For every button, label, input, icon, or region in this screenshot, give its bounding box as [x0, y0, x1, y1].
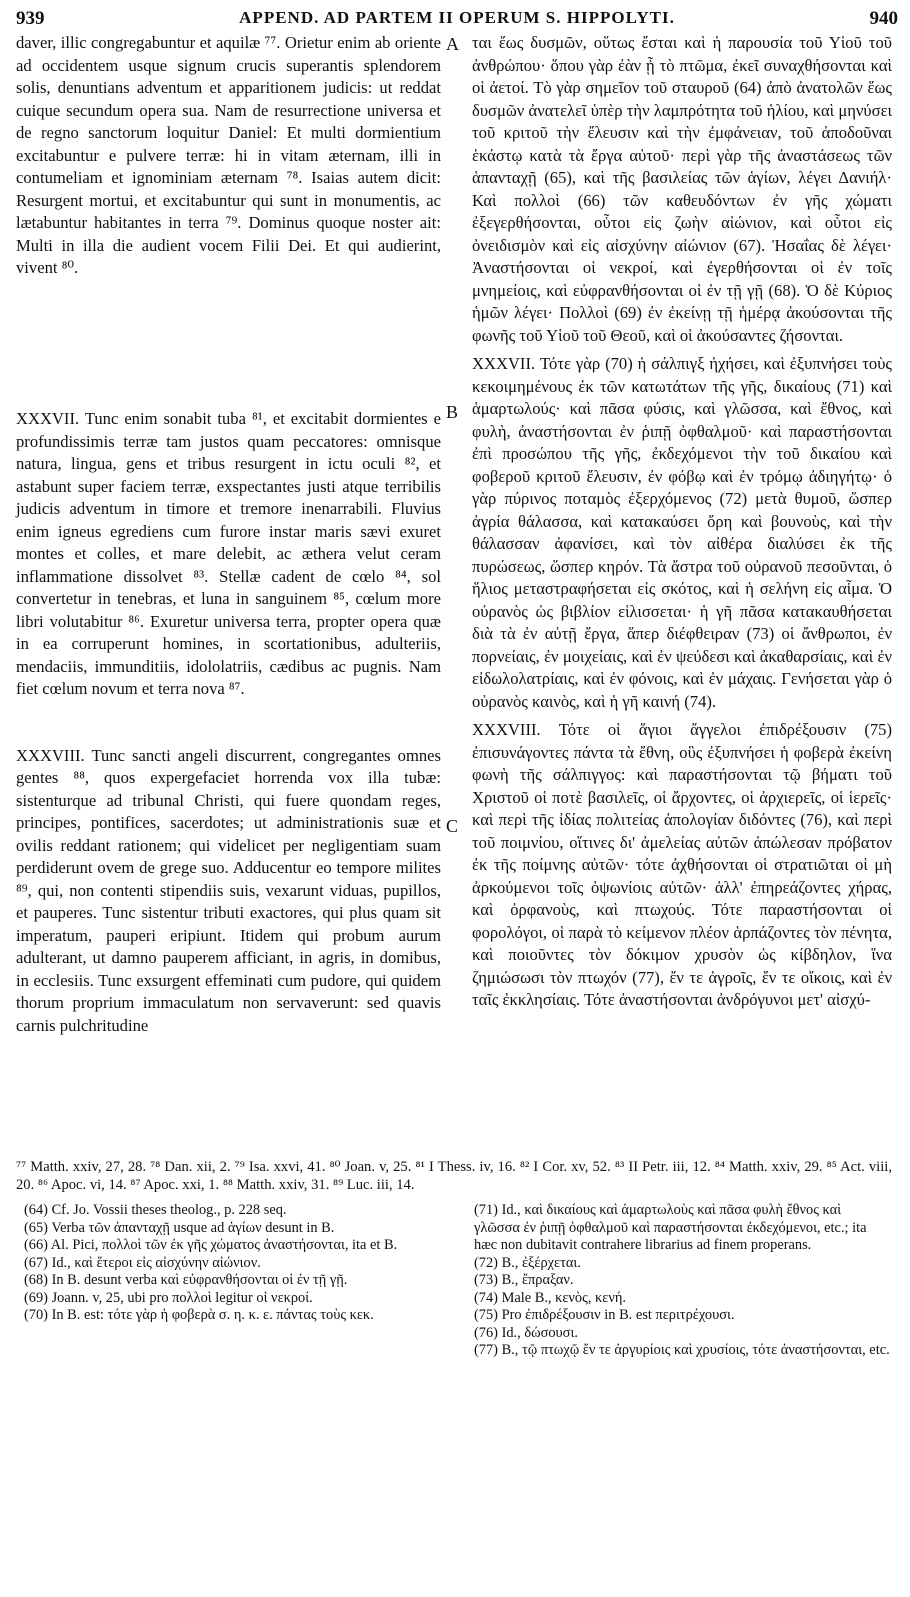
running-title: APPEND. AD PARTEM II OPERUM S. HIPPOLYTI.	[239, 8, 675, 27]
note-item: (72) B., ἐξέρχεται.	[474, 1254, 581, 1271]
greek-column	[472, 32, 892, 1018]
note-item: (67) Id., καὶ ἕτεροι εἰς αἰσχύνην αἰώνιον.	[24, 1254, 261, 1271]
note-item: (65) Verba τῶν ἁπανταχῇ usque ad ἁγίων desunt in B.	[24, 1219, 335, 1236]
greek-paragraph-3: XXXVIII. Τότε οἱ ἅγιοι ἄγγελοι ἐπιδρέξουσιν (75) ἐπισυνάγοντες πάντα τὰ ἔθνη, οὓς ἐξυπνήσει ἡ φοβερὰ ἐκείνη φωνὴ τῆς σάλπιγγος: καὶ παραστήσονται τῷ βήματι τοῦ Χριστοῦ οἱ ποτὲ βασιλεῖς, οἱ ἄρχοντες, οἱ ἀρχιερεῖς, οἱ ἱερεῖς· καὶ περὶ τῆς ἰδίας πολιτείας ἀπολογίαν διδόντες (76), καὶ περὶ τοῦ ποιμνίου, οἵτινες δι' ἀμελείας αὐτῶν ἀπώλεσαν πρόβατον ἐκ τῆς ποίμνης αὐτῶν· τότε ἀχθήσονται οἱ στρατιῶται οἱ μὴ ἀρκούμενοι τοῖς ὀψωνίοις αὐτῶν· ἀλλ' ἐπηρεάζοντες χήρας, καὶ ὀρφανοὺς, καὶ πτωχούς. Τότε παραστήσονται οἱ φορολόγοι, οἱ παρὰ τὸ κείμενον πλέον ἁρπάζοντες τὸν πένητα, καὶ ποιοῦντες τὸν δόκιμον χρυσὸν ὡς κίβδηλον, ἵνα ζημιώσωσι τὸν πτωχόν (77), ἔν τε ἀγροῖς, ἔν τε οἴκοις, καὶ ἐν ταῖς ἐκκλησίαις. Τότε ἀναστήσονται ἀνδρόγυνοι μετ' αἰσχύ-	[472, 720, 892, 1009]
section-marker-a: A	[446, 34, 459, 54]
note-item: (64) Cf. Jo. Vossii theses theolog., p. 228 seq.	[24, 1202, 287, 1218]
note-item: (75) Pro ἐπιδρέξουσιν in B. est περιτρέχουσι.	[474, 1307, 735, 1323]
latin-paragraph-2: XXXVII. Tunc enim sonabit tuba ⁸¹, et excitabit dormientes e profundissimis terræ tam justos quam peccatores: omnisque natura, lingua, gens et tribus resurgent in ictu oculi ⁸², et astabunt super faciem terræ, exspectantes justi atque terribilis judicis adventum in timore et tremore inenarrabili. Fluvius enim igneus egrediens cum furore instar maris sævi exuret montes et colles, et mare delebit, ac æthera velut ceram inflammatione dissolvet ⁸³. Stellæ cadent de cœlo ⁸⁴, sol convertetur in tenebras, et luna in sanguinem ⁸⁵, cœlum more libri volutabitur ⁸⁶. Exuretur universa terra, propter opera quæ in ea corruperunt homines, in scortationibus, adulteriis, mendaciis, immunditiis, idololatriis, cædibus ac pugnis. Nam fiet cœlum novum et terra nova ⁸⁷.	[16, 409, 441, 698]
note-item: (77) B., τῷ πτωχῷ ἔν τε ἀργυρίοις καὶ χρυσίοις, τότε ἀναστήσονται, etc.	[474, 1342, 890, 1358]
note-item: (69) Joann. v, 25, ubi pro πολλοὶ legitur οἱ νεκροί.	[24, 1289, 313, 1306]
section-marker-c: C	[446, 816, 459, 836]
note-item: (66) Al. Pici, πολλοὶ τῶν ἐκ γῆς χώματος ἀναστήσονται, ita et B.	[24, 1237, 398, 1253]
editorial-notes-right	[474, 1202, 890, 1360]
running-header	[14, 4, 900, 30]
document-page	[14, 4, 900, 1592]
note-item: (70) In B. est: τότε γὰρ ἡ φοβερὰ σ. η. κ. ε. πάντας τοὺς κεκ.	[24, 1307, 374, 1323]
latin-paragraph-3: XXXVIII. Tunc sancti angeli discurrent, congregantes omnes gentes ⁸⁸, quos expergefaciet horrenda vox illa tubæ: sistenturque ad tribunal Christi, qui fuere quondam reges, principes, pontifices, sacerdotes; ut administrationis suæ et ovilis reddant rationem; qui videlicet per negligentiam suam perdiderunt ovem de grege suo. Adducentur eo tempore milites ⁸⁹, qui, non contenti stipendiis suis, vexarunt viduas, pupillos, et pauperes. Tunc sistentur tributi exactores, qui plus quam sit imperatum, pauperi eripiunt. Itidem qui probum aurum adulterant, ut damno pauperem afficiant, in agris, in domibus, in ecclesiis. Tunc exsurgent effeminati cum pudore, qui quidem thorum proprium immaculatum non servaverunt: sed quavis carnis pulchritudine	[16, 745, 441, 1035]
greek-paragraph-2: XXXVII. Τότε γὰρ (70) ἡ σάλπιγξ ἠχήσει, καὶ ἐξυπνήσει τοὺς κεκοιμημένους ἐκ τῶν κατωτάτων τῆς γῆς, δικαίους (71) καὶ ἁμαρτωλούς· καὶ πᾶσα φύσις, καὶ γλῶσσα, καὶ ἔθνος, καὶ φυλὴ, ἀναστήσονται ἐν ῥιπῇ ὀφθαλμοῦ· καὶ παραστήσονται ἐπὶ προσώπου τῆς γῆς, ἐκδεχόμενοι τὴν τοῦ δικαίου καὶ φοβεροῦ κριτοῦ ἔλευσιν, ἐν φόβῳ καὶ ἐν τρόμῳ ἀδιηγήτῳ· ὁ γὰρ πύρινος ποταμὸς ἐξερχόμενος (72) μετὰ θυμοῦ, ὥσπερ ἀγρία θάλασσα, καὶ κατακαύσει ὄρη καὶ βουνοὺς, καὶ τὴν θάλασσαν ἀφανίσει, καὶ τὸν αἰθέρα διαλύσει ἐκ τῆς πυρώσεως, ὥσπερ κηρόν. Τὰ ἄστρα τοῦ οὐρανοῦ πεσοῦνται, ὁ ἥλιος μεταστραφήσεται εἰς σκότος, καὶ ἡ σελήνη εἰς αἷμα. Ὁ οὐρανὸς ὡς βιβλίον εἱλισσεται· ἡ γῆ πᾶσα κατακαυθήσεται διὰ τὰ ἐν αὐτῇ ἔργα, ἅπερ διέφθειραν (73) οἱ ἄνθρωποι, ἐν πορνείαις, ἐν μοιχείαις, καὶ ἐν ψεύδεσι καὶ ἀκαθαρσίαις, καὶ ἐν εἰδωλολατρίαις, καὶ ἐν φόνοις, καὶ ἐν μάχαις. Γενήσεται γὰρ ὁ οὐρανὸς καινὸς, καὶ ἡ γῆ καινή (74).	[472, 354, 892, 711]
note-item: (73) B., ἔπραξαν.	[474, 1272, 574, 1288]
greek-paragraph-1: ται ἕως δυσμῶν, οὕτως ἔσται καὶ ἡ παρουσία τοῦ Υἱοῦ τοῦ ἀνθρώπου· ὅπου γὰρ ἐὰν ᾖ τὸ πτῶμα, ἐκεῖ συναχθήσονται καὶ οἱ ἀετοί. Τὸ γὰρ σημεῖον τοῦ σταυροῦ (64) ἀπὸ ἀνατολῶν ἕως δυσμῶν ἀνατελεῖ ὑπὲρ τὴν λαμπρότητα τοῦ ἡλίου, καὶ μηνύσει τοῦ κριτοῦ τὴν ἔλευσιν καὶ τὴν ἐμφάνειαν, τοῦ ἀποδοῦναι ἑκάστῳ κατὰ τὰ ἔργα αὐτοῦ· περὶ γὰρ τῆς ἀναστάσεως τῶν ἁπανταχῇ (65), καὶ τῆς βασιλείας τῶν ἁγίων, λέγει Δανιήλ· Καὶ πολλοὶ (66) τῶν καθευδόντων ἐν γῆς χώματι ἐξεγερθήσονται, οὗτοι εἰς ζωὴν αἰώνιον, καὶ οὗτοι εἰς ὀνειδισμὸν καὶ εἰς αἰσχύνην αἰώνιον (67). Ἡσαΐας δὲ λέγει· Ἀναστήσονται οἱ νεκροί, καὶ ἐγερθήσονται οἱ ἐν τοῖς μνημείοις, καὶ εὐφρανθήσονται οἱ ἐν τῇ γῇ (68). Ὁ δὲ Κύριος ἡμῶν λέγει· Πολλοὶ (69) ἐν ἐκείνῃ τῇ ἡμέρᾳ ἀκούσονται τῆς φωνῆς τοῦ Υἱοῦ τοῦ Θεοῦ, καὶ οἱ ἀκούσαντες ζήσονται.	[472, 33, 892, 345]
page-number-left: 939	[16, 8, 45, 29]
editorial-notes-left	[24, 1202, 444, 1325]
note-item: (74) Male B., κενὸς, κενή.	[474, 1289, 626, 1306]
note-item: (71) Id., καὶ δικαίους καὶ ἁμαρτωλοὺς καὶ πᾶσα φυλὴ ἔθνος καὶ γλῶσσα ἐν ῥιπῇ ὀφθαλμοῦ καὶ παραστήσονται ἐκδεχόμενοι, etc.; ita hæc non dubitavit contrahere librarius ad finem properans.	[474, 1202, 867, 1253]
note-item: (68) In B. desunt verba καὶ εὐφρανθήσονται οἱ ἐν τῇ γῇ.	[24, 1272, 348, 1288]
note-item: (76) Id., δώσουσι.	[474, 1324, 578, 1341]
latin-column	[16, 32, 441, 1043]
page-number-right: 940	[869, 8, 898, 29]
scripture-footnotes: ⁷⁷ Matth. xxiv, 27, 28. ⁷⁸ Dan. xii, 2. ⁷⁹ Isa. xxvi, 41. ⁸⁰ Joan. v, 25. ⁸¹ I Thess. iv, 16. ⁸² I Cor. xv, 52. ⁸³ II Petr. iii, 12. ⁸⁴ Matth. xxiv, 29. ⁸⁵ Act. viii, 20. ⁸⁶ Apoc. vi, 14. ⁸⁷ Apoc. xxi, 1. ⁸⁸ Matth. xxiv, 31. ⁸⁹ Luc. iii, 14.	[16, 1159, 892, 1193]
section-marker-b: B	[446, 402, 459, 422]
latin-paragraph-1: daver, illic congregabuntur et aquilæ ⁷⁷. Orietur enim ab oriente ad occidentem usque signum crucis superantis splendorem solis, denuntians adventum et apparitionem judicis: ut reddat cuique secundum opera sua. Nam de resurrectione universa et de regno sanctorum loquitur Daniel: Et multi dormientium excitabuntur e pulvere terræ: hi in vitam æternam, illi in contumeliam et ignominiam æternam ⁷⁸. Isaias autem dicit: Resurgent mortui, et excitabuntur qui sunt in monumentis, ac lætabuntur habitantes in terra ⁷⁹. Dominus quoque noster ait: Multi in illa die audient vocem Filii Dei. Et qui audierint, vivent ⁸⁰.	[16, 33, 441, 277]
